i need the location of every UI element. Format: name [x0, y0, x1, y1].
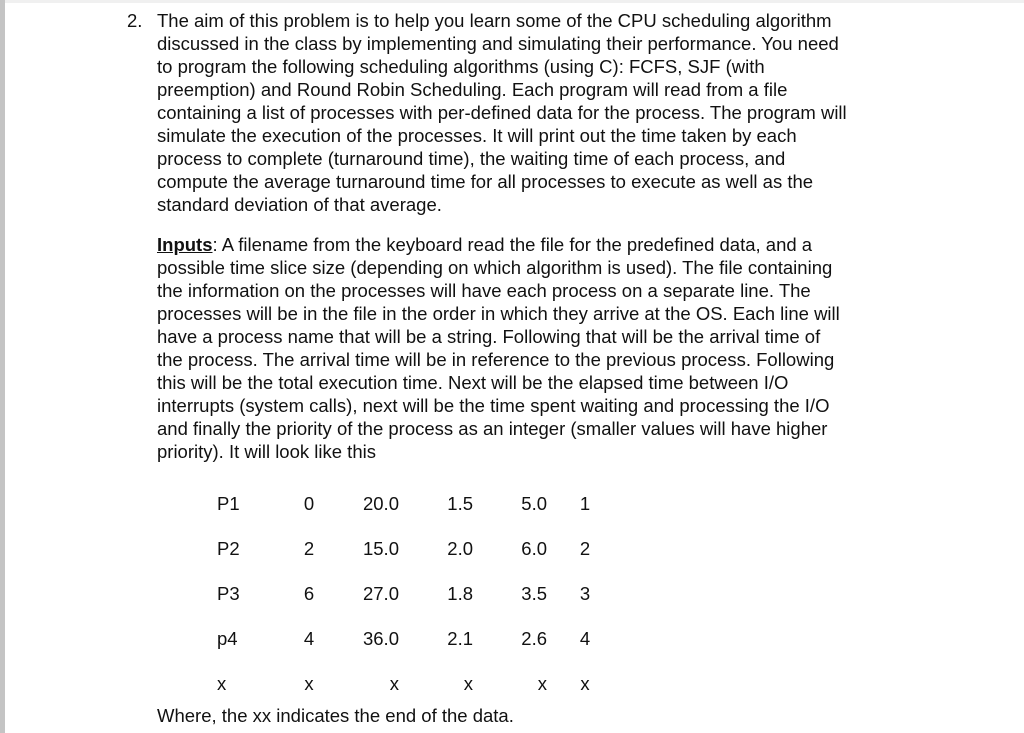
- cell-io-interval: 1.5: [447, 492, 473, 514]
- table-row: [217, 571, 623, 616]
- problem-block: [127, 9, 927, 463]
- cell-process-name: P1: [217, 492, 240, 514]
- cell-process-name: P2: [217, 537, 240, 559]
- inputs-label: Inputs: [157, 234, 213, 255]
- page-top-edge: [5, 0, 1024, 3]
- cell-process-name: x: [217, 672, 227, 694]
- cell-priority: 3: [579, 582, 591, 604]
- cell-io-interval: 1.8: [447, 582, 473, 604]
- cell-io-time: 3.5: [521, 582, 547, 604]
- cell-execution-time: 36.0: [362, 627, 399, 649]
- cell-execution-time: 15.0: [362, 537, 399, 559]
- cell-priority: 1: [579, 492, 591, 514]
- cell-execution-time: 20.0: [362, 492, 399, 514]
- inputs-text: : A filename from the keyboard read the file for the predefined data, and a possible time slice size (depending on which algorithm is used). The file containing the information on the processes will have each process on a separate line. The processes will be in the file in the order in which they arrive at the OS. Each line will have a process name that will be a string. Following that will be the arrival time of the process. The arrival time will be in reference to the previous process. Following this will be the total execution time. Next will be the elapsed time between I/O interrupts (system calls), next will be the time spent waiting and processing the I/O and finally the priority of the process as an integer (smaller values will have higher priority). It will look like this: [157, 234, 840, 462]
- cell-priority: 4: [579, 627, 591, 649]
- cell-arrival-time: x: [304, 672, 314, 694]
- cell-io-time: 5.0: [521, 492, 547, 514]
- cell-process-name: P3: [217, 582, 240, 604]
- table-row: [217, 526, 623, 571]
- problem-number: 2.: [127, 10, 143, 31]
- cell-arrival-time: 4: [303, 627, 315, 649]
- cell-arrival-time: 0: [303, 492, 315, 514]
- problem-intro: The aim of this problem is to help you learn some of the CPU scheduling algorithm discussed in the class by implementing and simulating their performance. You need to program the following scheduling algorithms (using C): FCFS, SJF (with preemption) and Round Robin Scheduling. Each program will read from a file containing a list of processes with per-defined data for the process. The program will simulate the execution of the processes. It will print out the time taken by each process to complete (turnaround time), the waiting time of each process, and compute the average turnaround time for all processes to execute as well as the standard deviation of that average.: [157, 10, 847, 215]
- cell-io-interval: 2.1: [447, 627, 473, 649]
- inputs-paragraph: [157, 233, 927, 463]
- cell-execution-time: x: [389, 672, 399, 694]
- cell-io-interval: x: [463, 672, 473, 694]
- cell-priority: 2: [579, 537, 591, 559]
- cell-arrival-time: 6: [303, 582, 315, 604]
- cell-io-time: 6.0: [521, 537, 547, 559]
- end-of-data-note: Where, the xx indicates the end of the data.: [157, 705, 514, 726]
- process-data-table: [217, 481, 623, 706]
- table-row: [217, 661, 623, 706]
- table-row: [217, 616, 623, 661]
- cell-priority: x: [580, 672, 590, 694]
- cell-io-time: 2.6: [521, 627, 547, 649]
- cell-execution-time: 27.0: [362, 582, 399, 604]
- cell-arrival-time: 2: [303, 537, 315, 559]
- cell-process-name: p4: [217, 627, 238, 649]
- table-row: [217, 481, 623, 526]
- cell-io-interval: 2.0: [447, 537, 473, 559]
- page-left-border: [0, 0, 5, 733]
- cell-io-time: x: [537, 672, 547, 694]
